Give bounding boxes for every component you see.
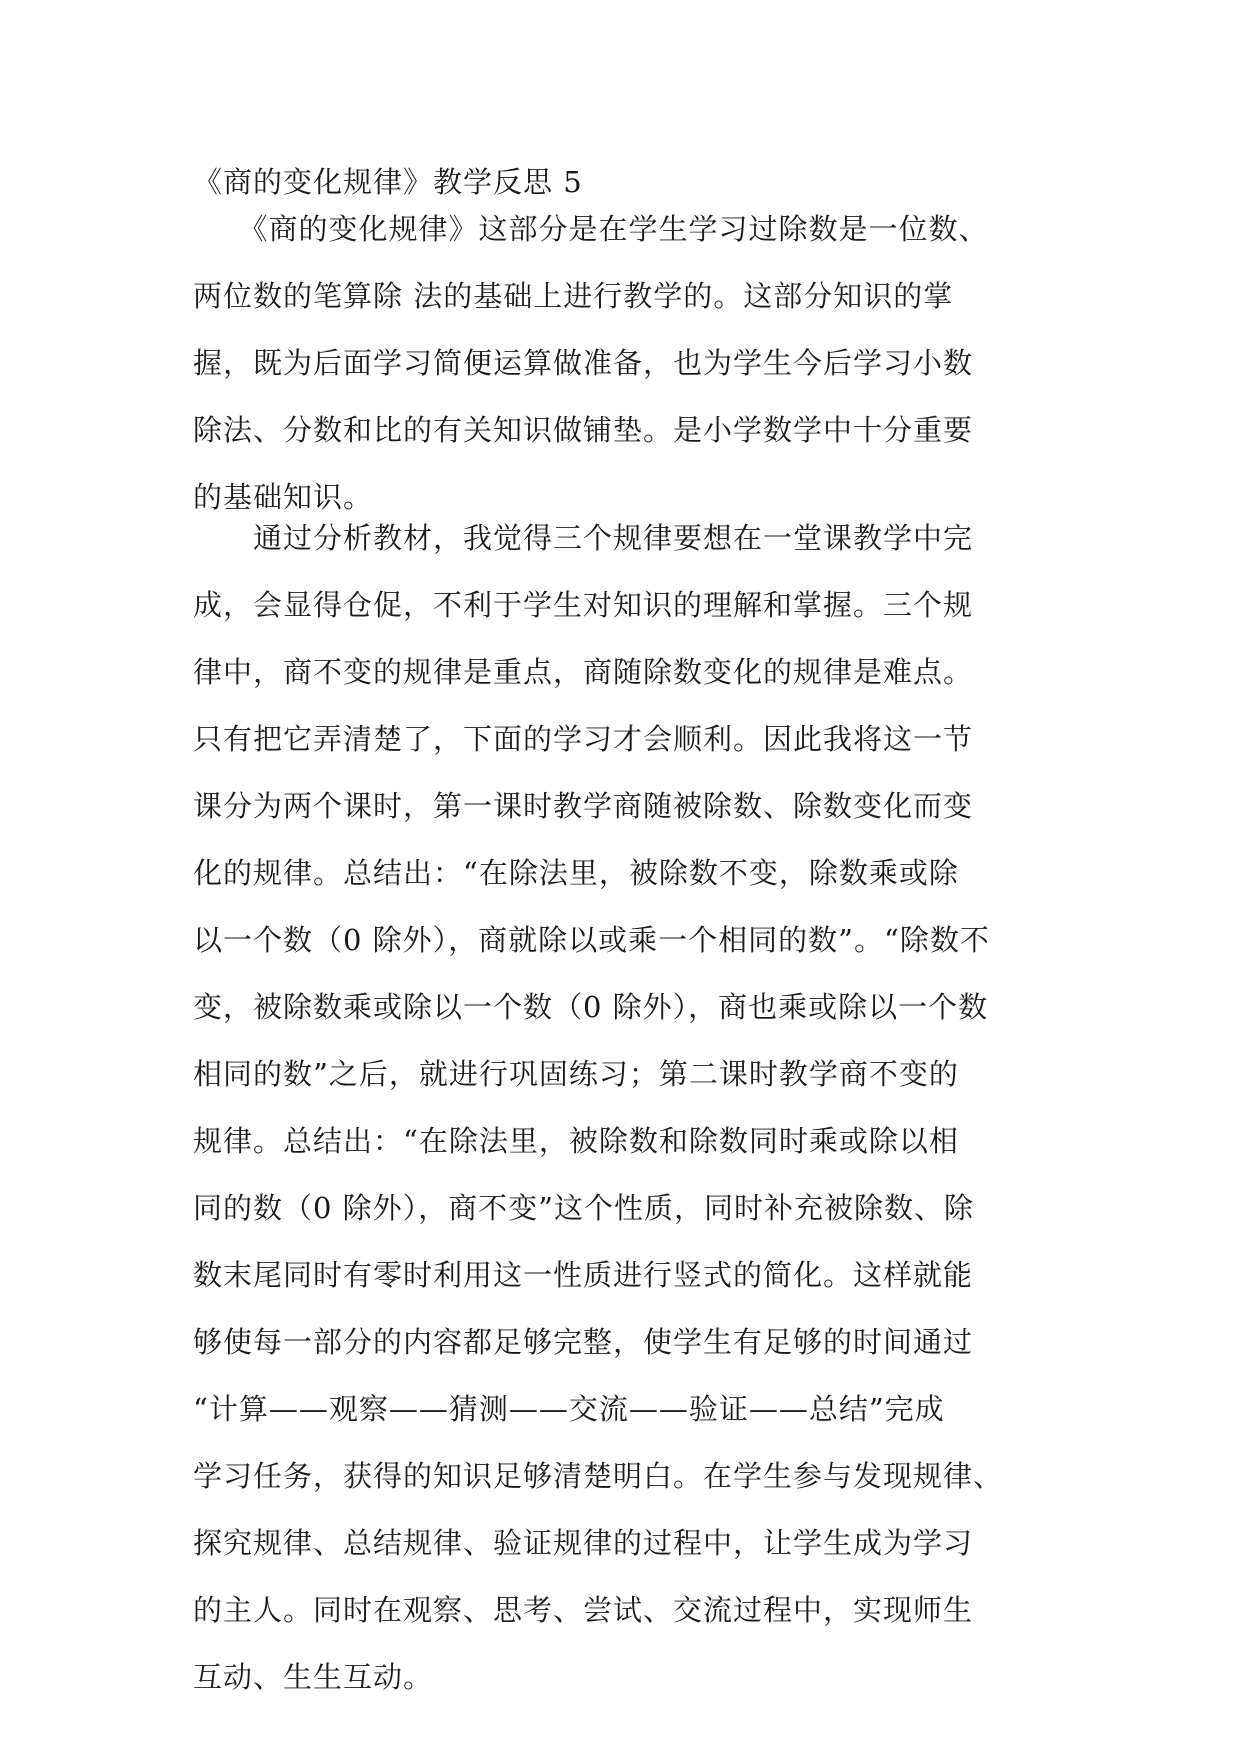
paragraph-line: 握，既为后面学习简便运算做准备，也为学生今后学习小数	[193, 346, 974, 380]
paragraph-line: 同的数（0 除外），商不变”这个性质，同时补充被除数、除	[193, 1191, 974, 1225]
paragraph-line: 课分为两个课时，第一课时教学商随被除数、除数变化而变	[193, 789, 974, 823]
document-title: 《商的变化规律》教学反思 5	[193, 165, 583, 199]
paragraph-line: 数末尾同时有零时利用这一性质进行竖式的简化。这样就能	[193, 1258, 974, 1292]
paragraph-line: 《商的变化规律》这部分是在学生学习过除数是一位数、	[193, 212, 989, 246]
paragraph-line: 够使每一部分的内容都足够完整，使学生有足够的时间通过	[193, 1325, 974, 1359]
paragraph-line: 成，会显得仓促，不利于学生对知识的理解和掌握。三个规	[193, 588, 974, 622]
paragraph-line: 变，被除数乘或除以一个数（0 除外），商也乘或除以一个数	[193, 990, 989, 1024]
paragraph-line: 除法、分数和比的有关知识做铺垫。是小学数学中十分重要	[193, 413, 974, 447]
paragraph-line: 两位数的笔算除 法的基础上进行教学的。这部分知识的掌	[193, 279, 954, 313]
paragraph-line: 的主人。同时在观察、思考、尝试、交流过程中，实现师生	[193, 1593, 974, 1627]
paragraph-line: 规律。总结出：“在除法里，被除数和除数同时乘或除以相	[193, 1124, 959, 1158]
paragraph-line: 化的规律。总结出：“在除法里，被除数不变，除数乘或除	[193, 856, 959, 890]
paragraph-line: 互动、生生互动。	[193, 1660, 434, 1694]
paragraph-line: 只有把它弄清楚了，下面的学习才会顺利。因此我将这一节	[193, 722, 974, 756]
paragraph-2	[193, 505, 1003, 1711]
paragraph-line: 通过分析教材，我觉得三个规律要想在一堂课教学中完	[193, 521, 974, 555]
paragraph-line: 以一个数（0 除外），商就除以或乘一个相同的数”。“除数不	[193, 923, 990, 957]
paragraph-line: 探究规律、总结规律、验证规律的过程中，让学生成为学习	[193, 1526, 974, 1560]
paragraph-line: 律中，商不变的规律是重点，商随除数变化的规律是难点。	[193, 655, 974, 689]
paragraph-1	[193, 196, 989, 531]
paragraph-line: 相同的数”之后，就进行巩固练习；第二课时教学商不变的	[193, 1057, 959, 1091]
paragraph-line: 学习任务，获得的知识足够清楚明白。在学生参与发现规律、	[193, 1459, 1004, 1493]
paragraph-line: 的基础知识。	[193, 480, 374, 514]
paragraph-line: “计算——观察——猜测——交流——验证——总结”完成	[193, 1392, 945, 1426]
